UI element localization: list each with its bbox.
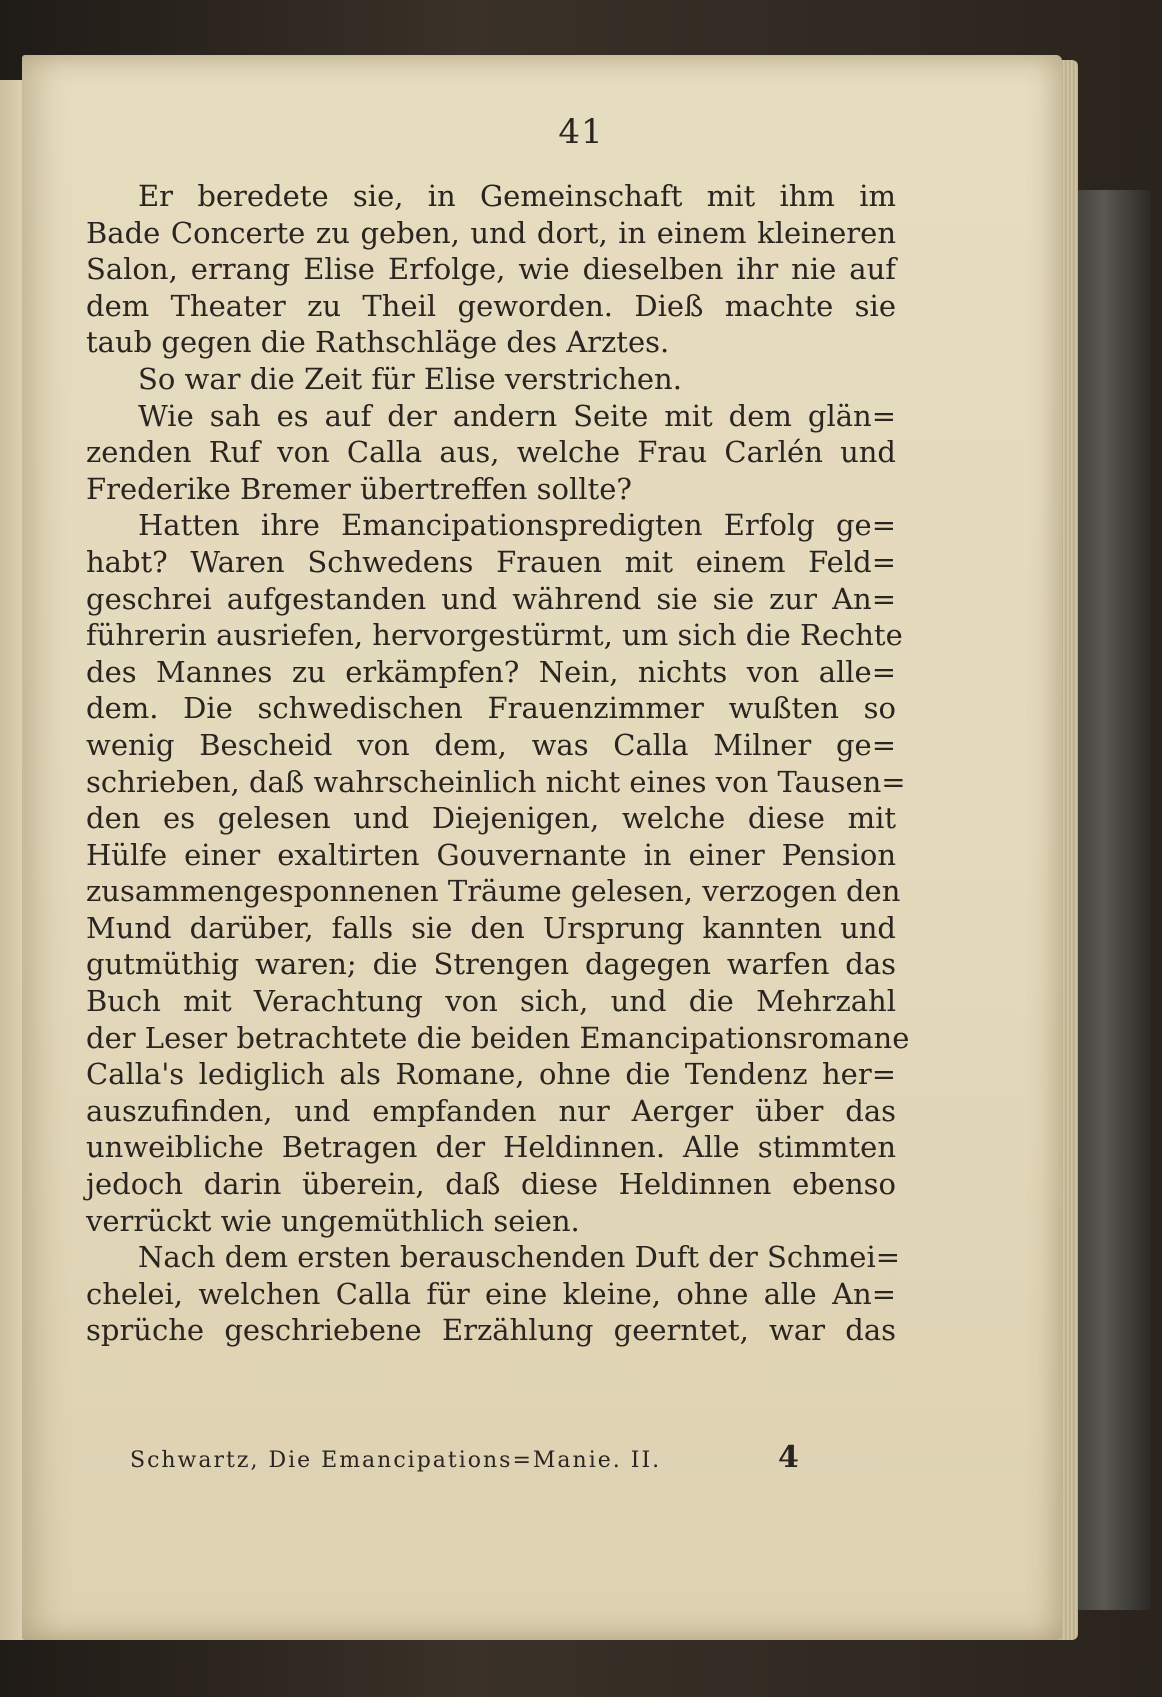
signature-mark: 4 xyxy=(778,1440,799,1475)
text-line: der Leser betrachtete die beiden Emancipationsromane xyxy=(86,1020,910,1055)
text-line: gutmüthig waren; die Strengen dagegen warfen das xyxy=(86,947,896,982)
text-line: dem. Die schwedischen Frauenzimmer wußten so xyxy=(86,691,896,726)
text-line: verrückt wie ungemüthlich seien. xyxy=(86,1203,580,1238)
text-line: Calla's lediglich als Romane, ohne die Tendenz her= xyxy=(86,1057,896,1092)
text-line: unweibliche Betragen der Heldinnen. Alle stimmten xyxy=(86,1130,896,1165)
text-line: auszufinden, und empfanden nur Aerger über das xyxy=(86,1093,896,1128)
text-line: des Mannes zu erkämpfen? Nein, nichts von alle= xyxy=(86,654,896,689)
text-line: Hülfe einer exaltirten Gouvernante in einer Pension xyxy=(86,837,896,872)
text-line: dem Theater zu Theil geworden. Dieß machte sie xyxy=(86,288,896,323)
text-line: den es gelesen und Diejenigen, welche diese mit xyxy=(86,801,896,836)
text-line: jedoch darin überein, daß diese Heldinnen ebenso xyxy=(86,1167,896,1202)
text-line: Nach dem ersten berauschenden Duft der Schmei= xyxy=(138,1240,901,1275)
text-line: Mund darüber, falls sie den Ursprung kannten und xyxy=(86,910,896,945)
text-line: chelei, welchen Calla für eine kleine, ohne alle An= xyxy=(86,1276,896,1311)
page-number: 41 xyxy=(558,112,604,152)
body-text xyxy=(86,178,910,1349)
text-line: schrieben, daß wahrscheinlich nicht eines von Tausen= xyxy=(86,764,906,799)
text-line: Salon, errang Elise Erfolge, wie dieselben ihr nie auf xyxy=(86,252,896,287)
text-line: So war die Zeit für Elise verstrichen. xyxy=(138,361,682,396)
text-line: zusammengesponnenen Träume gelesen, verzogen den xyxy=(86,874,901,909)
text-line: Buch mit Verachtung von sich, und die Mehrzahl xyxy=(86,984,896,1019)
text-line: Bade Concerte zu geben, und dort, in einem kleineren xyxy=(86,215,896,250)
text-line: führerin ausriefen, hervorgestürmt, um sich die Rechte xyxy=(86,618,903,653)
footer-running-title: Schwartz, Die Emancipations=Manie. II. xyxy=(130,1448,662,1473)
text-line: taub gegen die Rathschläge des Arztes. xyxy=(86,325,670,360)
text-line: Hatten ihre Emancipationspredigten Erfolg ge= xyxy=(138,508,896,543)
text-line: Er beredete sie, in Gemeinschaft mit ihm im xyxy=(138,179,896,213)
text-line: wenig Bescheid von dem, was Calla Milner ge= xyxy=(86,727,896,762)
text-line: zenden Ruf von Calla aus, welche Frau Carlén und xyxy=(86,435,896,470)
text-line: habt? Waren Schwedens Frauen mit einem Feld= xyxy=(86,544,896,579)
text-line: Frederike Bremer übertreffen sollte? xyxy=(86,471,632,506)
text-line: geschrei aufgestanden und während sie sie zur An= xyxy=(86,581,896,616)
text-line: Wie sah es auf der andern Seite mit dem glän= xyxy=(138,398,896,433)
text-line: sprüche geschriebene Erzählung geerntet, war das xyxy=(86,1313,896,1348)
